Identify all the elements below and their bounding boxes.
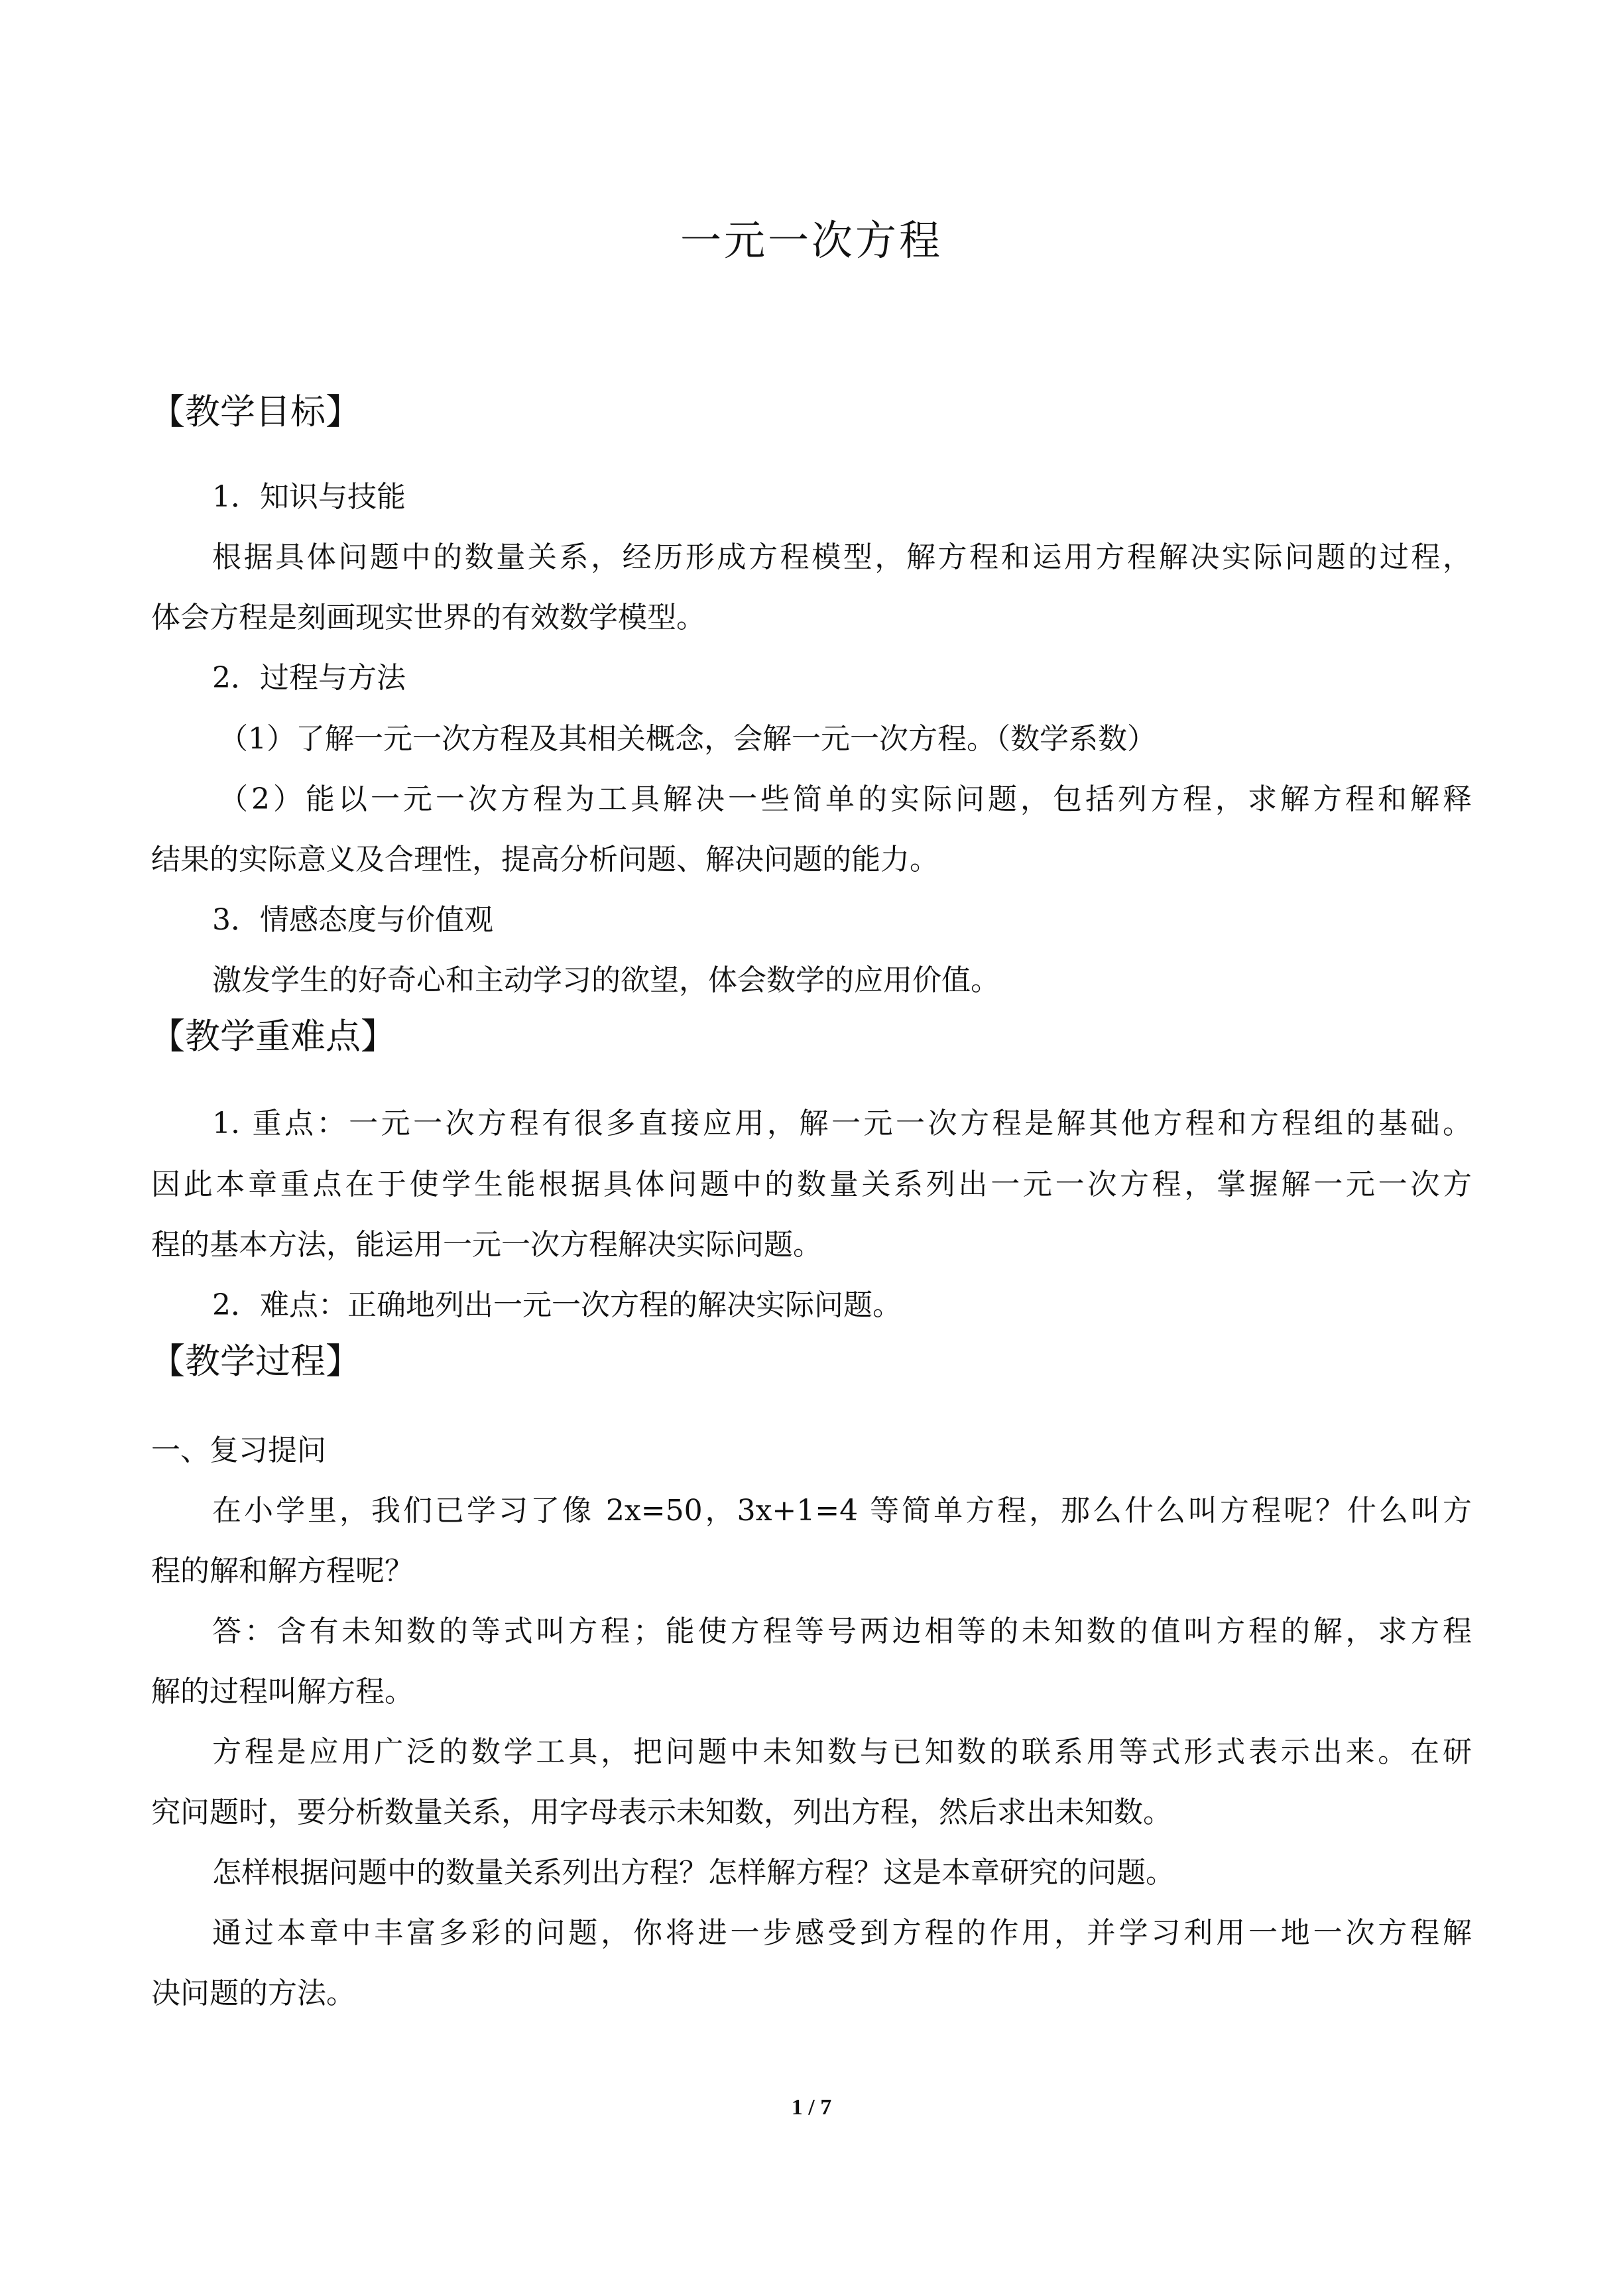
chapter-goal-line-2: 决问题的方法。 <box>151 1976 355 2010</box>
chapter-goal-line-1: 通过本章中丰富多彩的问题，你将进一步感受到方程的作用，并学习利用一地一次方程解 <box>212 1916 1472 1950</box>
objectives-heading: 【教学目标】 <box>150 392 361 432</box>
objective-2-item-2-line-2: 结果的实际意义及合理性，提高分析问题、解决问题的能力。 <box>151 843 939 876</box>
objective-2-item-2-line-1: （2）能以一元一次方程为工具解决一些简单的实际问题，包括列方程，求解方程和解释 <box>219 782 1472 816</box>
answer-line-2: 解的过程叫解方程。 <box>151 1675 414 1709</box>
equation-tool-line-1: 方程是应用广泛的数学工具，把问题中未知数与已知数的联系用等式形式表示出来。在研 <box>212 1735 1472 1769</box>
review-question-line-2: 程的解和解方程呢？ <box>151 1554 414 1588</box>
chapter-question-line: 怎样根据问题中的数量关系列出方程？怎样解方程？这是本章研究的问题。 <box>212 1856 1175 1890</box>
key-points-heading: 【教学重难点】 <box>150 1016 396 1057</box>
answer-line-1: 答：含有未知数的等式叫方程；能使方程等号两边相等的未知数的值叫方程的解，求方程 <box>212 1614 1472 1648</box>
key-point-1-line-1: 1. 重点：一元一次方程有很多直接应用，解一元一次方程是解其他方程和方程组的基础。 <box>212 1107 1472 1140</box>
key-point-1-line-2: 因此本章重点在于使学生能根据具体问题中的数量关系列出一元一次方程，掌握解一元一次方 <box>151 1168 1472 1201</box>
process-heading: 【教学过程】 <box>150 1341 361 1382</box>
document-title: 一元一次方程 <box>680 216 943 265</box>
equation-tool-line-2: 究问题时，要分析数量关系，用字母表示未知数，列出方程，然后求出未知数。 <box>151 1795 1172 1829</box>
review-section-heading: 一、复习提问 <box>151 1433 326 1467</box>
objective-2-item-1: （1）了解一元一次方程及其相关概念，会解一元一次方程。（数学系数） <box>219 722 1156 756</box>
objective-1-heading: 1．知识与技能 <box>212 480 406 514</box>
key-point-2: 2．难点：正确地列出一元一次方程的解决实际问题。 <box>212 1288 902 1322</box>
objective-1-text-line-2: 体会方程是刻画现实世界的有效数学模型。 <box>151 601 705 634</box>
review-question-line-1: 在小学里，我们已学习了像 2x=50，3x+1=4 等简单方程，那么什么叫方程呢？什么叫方 <box>212 1494 1472 1528</box>
objective-2-heading: 2．过程与方法 <box>212 661 406 695</box>
objective-3-heading: 3．情感态度与价值观 <box>212 903 493 937</box>
key-point-1-line-3: 程的基本方法，能运用一元一次方程解决实际问题。 <box>151 1228 822 1262</box>
objective-1-text-line-1: 根据具体问题中的数量关系，经历形成方程模型，解方程和运用方程解决实际问题的过程， <box>212 540 1472 574</box>
page-number: 1 / 7 <box>791 2095 832 2120</box>
objective-3-text: 激发学生的好奇心和主动学习的欲望，体会数学的应用价值。 <box>212 963 1000 997</box>
